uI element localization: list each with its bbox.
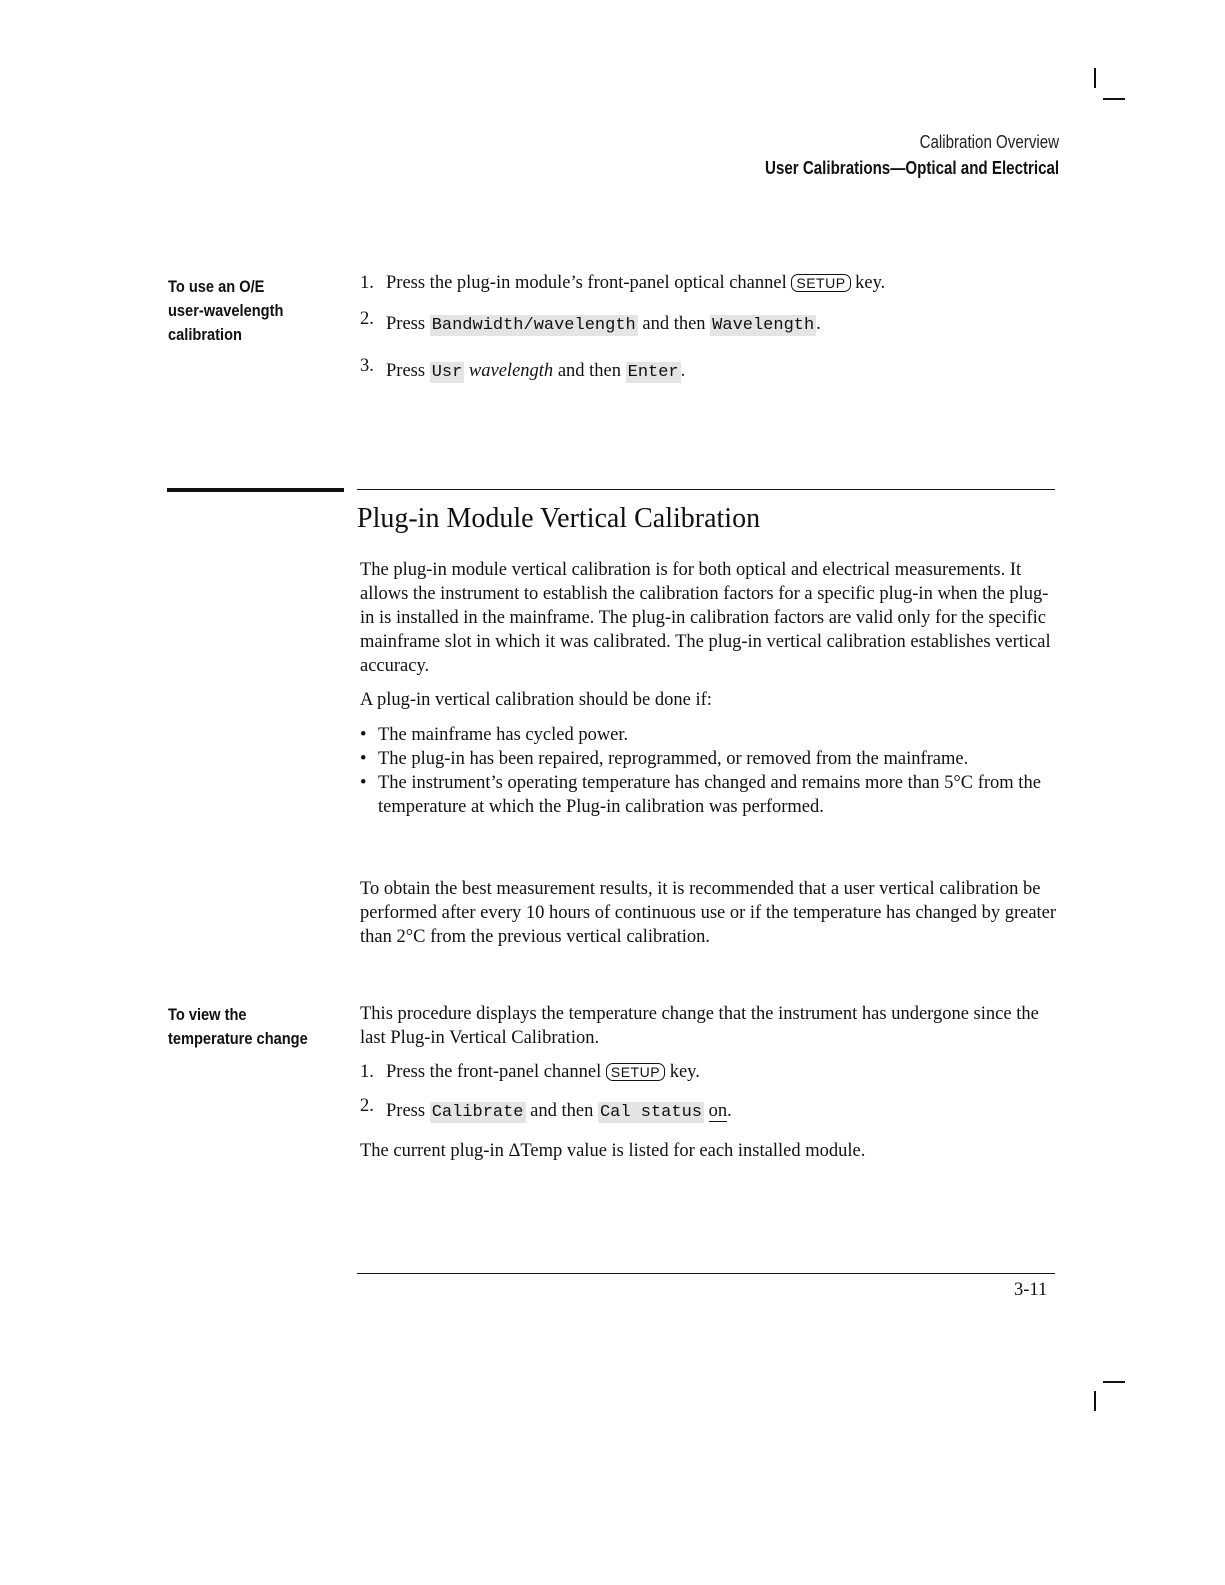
temp-step-2: [360, 1096, 732, 1122]
temperature-result: The current plug-in ΔTemp value is listed for each installed module.: [360, 1141, 866, 1161]
section-rule-thick: [167, 488, 344, 492]
bullet-icon: •: [360, 773, 367, 793]
step-number: 3.: [360, 356, 374, 376]
bullet-icon: •: [360, 749, 367, 769]
step-text: .: [727, 1101, 732, 1121]
vertical-paragraph-2: A plug-in vertical calibration should be done if:: [360, 690, 712, 710]
section-title: Plug-in Module Vertical Calibration: [357, 503, 761, 534]
side-label-line: calibration: [168, 325, 242, 344]
usr-softkey: Usr: [431, 363, 463, 382]
side-label-oe-calibration: [168, 275, 331, 347]
wavelength-softkey: Wavelength: [712, 316, 815, 335]
side-label-line: To view the: [168, 1005, 247, 1024]
wavelength-italic: wavelength: [468, 361, 554, 381]
step-text: Press the plug-in module’s front-panel optical channel: [386, 273, 787, 293]
temperature-intro: This procedure displays the temperature change that the instrument has undergone since the last Plug-in Vertical Calibration.: [360, 1004, 1039, 1048]
header-title: User Calibrations—Optical and Electrical: [764, 158, 1059, 178]
bullet-icon: •: [360, 725, 367, 745]
section-rule-thin: [357, 489, 1055, 490]
step-number: 2.: [360, 309, 374, 329]
side-label-temperature-change: [168, 1003, 331, 1051]
step-text: and then: [557, 361, 621, 381]
oe-step-3: [360, 356, 686, 382]
list-item: [360, 723, 1060, 747]
conditions-list: [360, 723, 1060, 819]
step-text: .: [816, 314, 821, 334]
step-text: .: [680, 361, 686, 381]
step-number: 2.: [360, 1096, 374, 1116]
side-label-line: To use an O/E: [168, 277, 265, 296]
step-text: Press: [386, 1101, 426, 1121]
step-text: Press the front-panel channel: [386, 1062, 602, 1082]
vertical-paragraph-1: The plug-in module vertical calibration is for both optical and electrical measurements. It allows the instrument to establish the calibration factors for a specific plug-in when the plug-in is installed in the mainframe. The plug-in calibration factors are valid only for the specific mainframe slot in which it was calibrated. The plug-in vertical calibration establishes vertical accuracy.: [360, 560, 1051, 676]
bandwidth-wavelength-softkey: Bandwidth/wavelength: [431, 316, 636, 335]
enter-softkey: Enter: [627, 363, 679, 382]
step-text: key.: [669, 1062, 700, 1082]
list-item: [360, 771, 1060, 819]
oe-step-1: [360, 273, 885, 294]
oe-step-2: [360, 309, 821, 335]
step-number: 1.: [360, 273, 374, 293]
crop-mark-top-horizontal: [1103, 98, 1125, 100]
crop-mark-top-vertical: [1094, 68, 1096, 88]
cal-status-softkey: Cal status: [599, 1103, 702, 1122]
footer-rule: [357, 1273, 1055, 1274]
step-text: and then: [642, 314, 706, 334]
header-section: Calibration Overview: [919, 132, 1059, 152]
setup-hardkey: SETUP: [791, 274, 850, 292]
side-label-line: user-wavelength: [168, 301, 284, 320]
setup-hardkey: SETUP: [606, 1063, 665, 1081]
list-item: [360, 747, 1060, 771]
step-text: Press: [386, 361, 426, 381]
list-item-text: The plug-in has been repaired, reprogrammed, or removed from the mainframe.: [378, 749, 969, 769]
step-text: Press: [386, 314, 426, 334]
crop-mark-bottom-vertical: [1094, 1391, 1096, 1411]
page-number: 3-11: [1014, 1280, 1048, 1300]
step-number: 1.: [360, 1062, 374, 1082]
step-text: and then: [530, 1101, 594, 1121]
crop-mark-bottom-horizontal: [1103, 1381, 1125, 1383]
cal-status-state: on: [708, 1101, 728, 1121]
calibrate-softkey: Calibrate: [431, 1103, 524, 1122]
list-item-text: The instrument’s operating temperature has changed and remains more than 5°C from the temperature at which the Plug-in calibration was performed.: [378, 773, 1041, 817]
vertical-paragraph-3: To obtain the best measurement results, it is recommended that a user vertical calibration be performed after every 10 hours of continuous use or if the temperature has changed by greater than 2°C from the previous vertical calibration.: [360, 879, 1057, 947]
temp-step-1: [360, 1062, 700, 1083]
step-text: key.: [855, 273, 886, 293]
list-item-text: The mainframe has cycled power.: [378, 725, 629, 745]
side-label-line: temperature change: [168, 1029, 308, 1048]
